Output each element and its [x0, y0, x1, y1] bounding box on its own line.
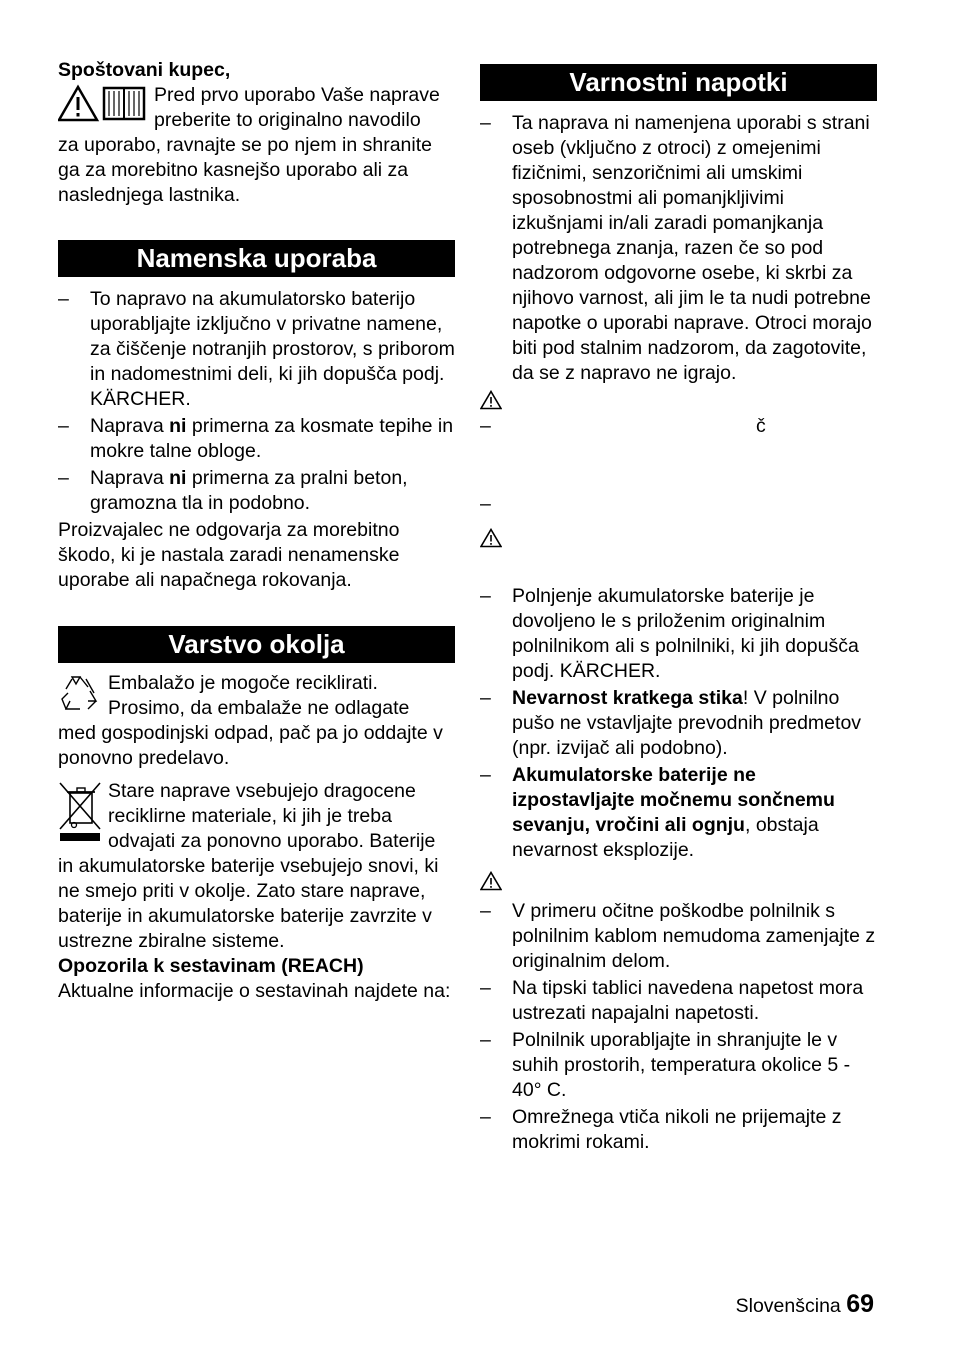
list-item: – Naprava ni primerna za pralni beton, gramozna tla in podobno. [58, 467, 408, 514]
list-dash: – [480, 900, 491, 922]
list-item: – Akumulatorske baterije ne izpostavljajte močnemu sončnemu sevanju, vročini ali ognju, obstaja nevarnost eksplozije. [480, 764, 835, 861]
section-heading-intended-use: Namenska uporaba [58, 240, 455, 277]
list-dash: – [58, 467, 69, 489]
list-dash: – [480, 1106, 491, 1128]
list-item: – To napravo na akumulatorsko baterijo uporabljajte izključno v privatne namene, za čiščenje notranjih prostorov, s priborom in nadomestnimi deli, ki jih dopušča podj. KÄRCHER. [58, 288, 455, 410]
intro-line: preberite to originalno navodilo [154, 109, 421, 131]
recycle-line: Embalažo je mogoče reciklirati. [108, 672, 378, 694]
intended-use-list [58, 287, 455, 593]
list-dash: – [58, 415, 69, 437]
weee-block [58, 779, 455, 954]
list-item: – Omrežnega vtiča nikoli ne prijemajte z mokrimi rokami. [480, 1106, 842, 1153]
list-item: – Ta naprava ni namenjena uporabi s strani oseb (vključno z otroci) z omejenimi fizičnimi, senzoričnimi ali umskimi sposobnostmi ali pomanjkljivimi izkušnjami in/ali zaradi pomanjkanja potrebnega znanja, razen če so pod nadzorom odgovorne osebe, ki skrbi za njihovo varnost, ali jim le ta nudi potrebne napotke o uporabi naprave. Otroci morajo biti pod stalnim nadzorom, da zagotovite, da se z napravo ne igrajo. [480, 112, 872, 384]
intro-line: Pred prvo uporabo Vaše naprave [154, 84, 440, 106]
list-dash: – [480, 112, 491, 134]
recycle-icon [58, 671, 102, 715]
list-item: – Naprava ni primerna za kosmate tepihe in mokre talne obloge. [58, 415, 454, 462]
intro-block [58, 83, 455, 208]
recycle-line: Prosimo, da embalaže ne odlagate [108, 697, 410, 719]
greeting: Spoštovani kupec, [58, 59, 231, 81]
recycle-block [58, 671, 455, 771]
warning-icon [480, 871, 502, 891]
list-dash: – [480, 585, 491, 607]
reach-title: Opozorila k sestavinam (REACH) [58, 955, 364, 977]
list-dash: – [480, 687, 491, 709]
section-heading-environment: Varstvo okolja [58, 626, 455, 663]
weee-text: in akumulatorske baterije vsebujejo snovi, ki ne smejo priti v okolje. Zato stare naprave, baterije in akumulatorske baterije zavrzite v ustrezne zbiralne sisteme. [58, 855, 439, 952]
reach-text: Aktualne informacije o sestavinah najdete na: [58, 980, 451, 1002]
warning-manual-icon [58, 83, 148, 123]
list-dash: – [480, 415, 491, 437]
list-dash: – [58, 288, 69, 310]
list-dash: – [480, 977, 491, 999]
section-heading-safety: Varnostni napotki [480, 64, 877, 101]
warning-icon [480, 390, 502, 410]
list-item: – Na tipski tablici navedena napetost mora ustrezati napajalni napetosti. [480, 977, 864, 1024]
crossed-bin-icon [58, 779, 102, 843]
weee-line: reciklirne materiale, ki jih je treba [108, 805, 392, 827]
list-item: – Polnilnik uporabljajte in shranjujte le v suhih prostorih, temperatura okolice 5 - 40° C. [480, 1029, 851, 1101]
weee-line: odvajati za ponovno uporabo. Baterije [108, 830, 436, 852]
list-item [480, 414, 877, 490]
manufacturer-note: Proizvajalec ne odgovarja za morebitno škodo, ki je nastala zaradi nenamenske uporabe ali napačnega rokovanja. [58, 519, 400, 591]
list-item: – Polnjenje akumulatorske baterije je dovoljeno le s priloženim originalnim polnilnikom ali s polnilniki, ki jih dopušča podj. KÄRCHER. [480, 585, 859, 682]
warning-icon [480, 528, 502, 548]
list-dash: – [480, 1029, 491, 1051]
list-dash: – [480, 493, 491, 515]
list-item: – Nevarnost kratkega stika! V polnilno pušo ne vstavljajte prevodnih predmetov (npr. izvijač ali podobno). [480, 687, 862, 759]
list-item: – V primeru očitne poškodbe polnilnik s polnilnim kablom nemudoma zamenjajte z originalnim delom. [480, 900, 876, 972]
list-dash: – [480, 764, 491, 786]
recycle-text: med gospodinjski odpad, pač pa jo oddajte v ponovno predelavo. [58, 722, 443, 769]
page-footer [736, 1292, 874, 1319]
stray-character: č [756, 415, 766, 437]
intro-text: za uporabo, ravnajte se po njem in shranite ga za morebitno kasnejšo uporabo ali za naslednjega lastnika. [58, 134, 432, 206]
list-item [480, 492, 877, 526]
weee-line: Stare naprave vsebujejo dragocene [108, 780, 416, 802]
footer-language: Slovenšcina [735, 1295, 841, 1317]
right-column [480, 64, 877, 1157]
left-column [58, 58, 455, 1004]
safety-list [480, 111, 877, 1155]
page-number: 69 [846, 1290, 874, 1318]
